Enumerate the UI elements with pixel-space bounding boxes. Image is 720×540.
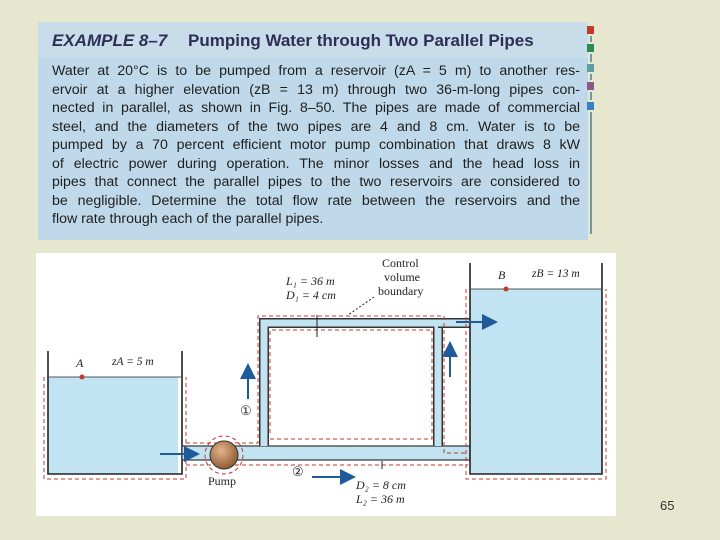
example-line: pumped by a 70 percent efficient motor pump combination that draws 8 kW (52, 137, 580, 153)
control-volume-inner (270, 330, 432, 439)
reservoir-b-water (470, 289, 602, 474)
strip-line (590, 36, 592, 42)
pipe-2-marker: ② (292, 464, 304, 479)
strip-block-green (587, 44, 594, 52)
example-title: Pumping Water through Two Parallel Pipes (188, 31, 534, 50)
color-strip (585, 24, 597, 234)
z-a-label: zA = 5 m (112, 356, 154, 368)
strip-block-blue (587, 102, 594, 110)
example-line: ervoir at a higher elevation (zB = 13 m) through two 36-m-long pipes con- (52, 81, 580, 98)
point-b-marker (504, 287, 509, 292)
strip-line (590, 92, 592, 100)
z-b-label: zB = 13 m (532, 268, 580, 280)
example-header (38, 22, 588, 58)
strip-line (590, 112, 592, 234)
example-line: of electric power during operation. The minor losses and the head loss in (52, 155, 580, 172)
pipe-2-diameter-label: D₂ = 8 cm (356, 478, 406, 492)
control-volume-leader (348, 297, 374, 315)
point-b-label: B (498, 268, 506, 282)
pipe-1-inner (264, 323, 438, 446)
strip-block-purple (587, 82, 594, 90)
figure-box (36, 253, 616, 516)
pump (210, 441, 238, 469)
example-line: steel, and the diameters of the two pipes are 4 and 8 cm. Water is to be (52, 118, 580, 135)
example-line: flow rate through each of the parallel pipes. (52, 211, 324, 227)
example-text (52, 62, 580, 229)
pipe-1 (264, 323, 438, 446)
pipe-system-diagram (36, 253, 616, 516)
example-line: pipes that connect the parallel pipes to the two reservoirs are considered to (52, 174, 580, 190)
control-volume-label-line-3: boundary (378, 284, 424, 298)
example-line: be negligible. Determine the total flow rate between the reservoirs and the (52, 192, 580, 209)
example-box (38, 22, 588, 240)
pipe-1-length-label: L₁ = 36 m (286, 274, 335, 288)
strip-block-teal (587, 64, 594, 72)
example-line: Water at 20°C is to be pumped from a reservoir (zA = 5 m) to another res- (52, 63, 580, 79)
pipe-1-marker: ① (240, 403, 252, 418)
example-line: nected in parallel, as shown in Fig. 8–50. The pipes are made of commercial (52, 100, 580, 116)
reservoir-a-water (48, 377, 178, 474)
point-a-label: A (76, 356, 84, 370)
strip-block-red (587, 26, 594, 34)
control-volume-label-line-2: volume (384, 270, 420, 284)
strip-line (590, 74, 592, 80)
strip-line (590, 54, 592, 62)
pipe-1-diameter-label: D₁ = 4 cm (286, 288, 336, 302)
pump-label: Pump (208, 474, 237, 488)
example-label: EXAMPLE 8–7 (52, 31, 168, 50)
point-a-marker (80, 375, 85, 380)
control-volume-label-line-1: Control (382, 256, 419, 270)
pipe-2-length-label: L₂ = 36 m (356, 492, 405, 506)
page-number: 65 (660, 498, 675, 513)
